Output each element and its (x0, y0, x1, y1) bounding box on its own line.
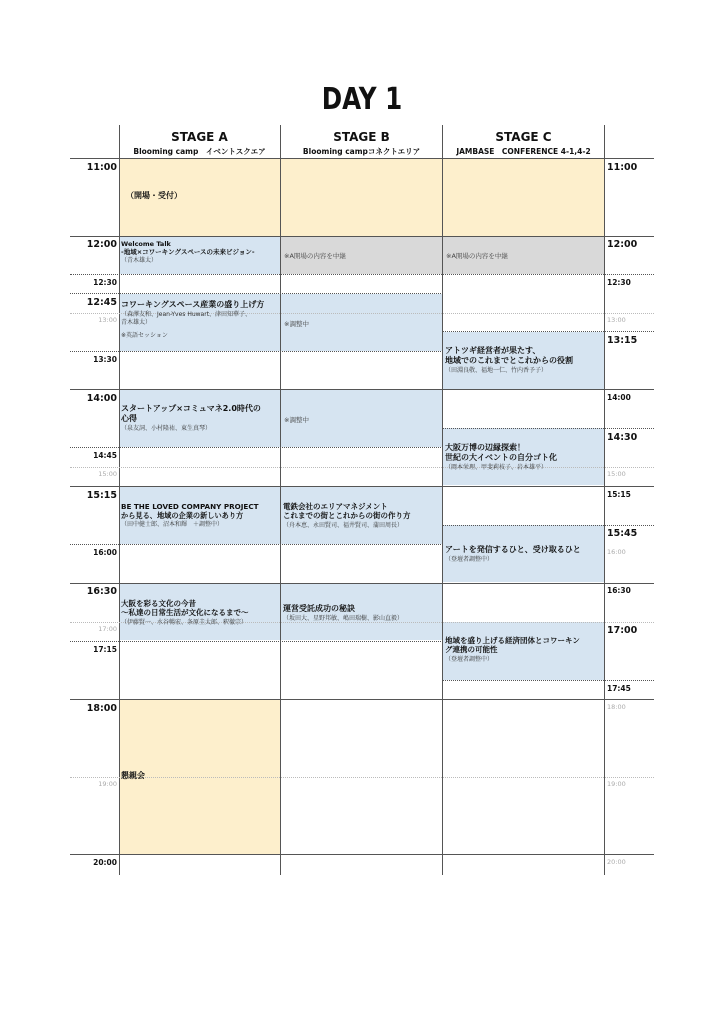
event-title: アトツギ経営者が果たす、 地域でのこれまでとこれからの役割 (445, 346, 573, 365)
event-b-adjust-1: ※調整中 (284, 320, 309, 328)
time-label: 18:00 (607, 703, 626, 711)
event-b-adjust-2: ※調整中 (284, 416, 309, 424)
stage-c-subtitle: JAMBASE CONFERENCE 4-1,4-2 (456, 147, 591, 156)
event-a-reception (126, 191, 182, 201)
time-label: 12:00 (607, 239, 638, 250)
grid-vline (119, 125, 120, 875)
time-label: 17:15 (93, 645, 117, 654)
event-speakers: （坂田大、星野邦敏、嶋田瑞樹、影山直毅） (283, 615, 404, 622)
event-title: 電鉄会社のエリアマネジメント これまでの街とこれからの街の作り方 (283, 502, 411, 521)
grid-hline (443, 680, 654, 681)
event-title: 地域を盛り上げる経済団体とコワーキン グ連携の可能性 (445, 636, 580, 655)
grid-hline (443, 428, 654, 429)
event-speakers: （伊藤賢一、水谷暢宏、条原圭太郎、釈徹宗） (121, 618, 248, 626)
event-title: コワーキングスペース産業の盛り上げ方 (121, 300, 265, 309)
event-title: アートを発信するひと、受け取るひと (445, 545, 581, 554)
grid-hline (70, 351, 443, 352)
event-title: 運営受託成功の秘訣 (283, 604, 355, 613)
grid-hline (70, 854, 654, 855)
time-label: 20:00 (93, 858, 117, 867)
grid-hline (70, 486, 654, 487)
time-label: 12:00 (86, 239, 117, 250)
event-speakers: （登壇者調整中） (445, 556, 494, 563)
event-title: 大阪を彩る文化の今昔 ～私達の日常生活が文化になるまで～ (121, 599, 249, 618)
event-a-startup (121, 404, 261, 433)
time-label: 13:30 (93, 355, 117, 364)
grid-hline (70, 777, 654, 778)
event-speakers: （岡本栄理、甲斐莉枝子、岩本雄平） (445, 464, 548, 471)
stage-b-title: STAGE B (333, 130, 390, 144)
grid-hline (70, 274, 654, 275)
grid-hline (443, 331, 654, 332)
time-label: 13:15 (607, 335, 638, 346)
stage-b-subtitle: Blooming campコネクトエリア (302, 147, 421, 156)
event-note: ※英語セッション (121, 332, 168, 339)
time-label: 15:45 (607, 528, 638, 539)
event-c-economic (445, 636, 580, 663)
event-speakers: （田中健士郎、沼本和輝 ＋調整中） (121, 521, 224, 528)
time-label: 20:00 (607, 858, 626, 866)
time-label: 16:00 (93, 548, 117, 557)
event-a-coworking (121, 300, 264, 340)
stage-c-title: STAGE C (495, 130, 552, 144)
time-label: 12:45 (86, 297, 117, 308)
event-c-art (445, 545, 581, 564)
time-label: 13:00 (607, 316, 626, 324)
event-title: BE THE LOVED COMPANY PROJECT から見る、地域の企業の新しいあり方 (121, 502, 259, 520)
event-speakers: （泉友詞、小村隆祐、東生真琴） (121, 425, 212, 432)
grid-hline (70, 583, 654, 584)
time-label: 18:00 (86, 703, 117, 714)
time-label: 11:00 (86, 162, 117, 173)
event-a-loved (121, 502, 259, 529)
event-a-party (121, 771, 145, 781)
stage-a-subtitle: Blooming camp イベントスクエア (133, 147, 266, 156)
event-a-welcome (121, 240, 255, 265)
time-label: 16:00 (607, 548, 626, 556)
grid-hline (70, 467, 654, 468)
time-label: 15:15 (86, 490, 117, 501)
time-label: 12:30 (607, 278, 631, 287)
event-c-expo (445, 443, 557, 472)
time-label: 14:00 (86, 393, 117, 404)
event-b-relay: ※A開場の内容を中継 (284, 252, 346, 260)
grid-vline (604, 125, 605, 875)
event-c-relay: ※A開場の内容を中継 (446, 252, 508, 260)
time-label: 19:00 (98, 780, 117, 788)
event-title: （開場・受付） (126, 191, 182, 200)
event-b-railway (283, 502, 411, 529)
time-label: 19:00 (607, 780, 626, 788)
time-label: 14:30 (607, 432, 638, 443)
grid-hline (70, 641, 443, 642)
cell-c-1100 (443, 159, 604, 236)
time-label: 13:00 (98, 316, 117, 324)
grid-vline (280, 125, 281, 875)
time-label: 16:30 (607, 586, 631, 595)
time-label: 17:45 (607, 684, 631, 693)
stage-a-title: STAGE A (171, 130, 228, 144)
event-a-osaka (121, 599, 249, 626)
grid-vline (442, 125, 443, 875)
event-title: 大阪万博の辺縁探索！ 世紀の大イベントの自分ゴト化 (445, 443, 557, 462)
time-label: 14:00 (607, 393, 631, 402)
event-speakers: （森澤友和、Jean-Yves Huwart、津田知華子、 青木雄太） (121, 311, 252, 326)
grid-hline (70, 389, 654, 390)
grid-hline (70, 236, 654, 237)
event-speakers: （田淵良敬、福地一仁、竹内香予子） (445, 367, 548, 374)
grid-hline (70, 544, 443, 545)
grid-hline (70, 158, 654, 159)
time-label: 17:00 (607, 625, 638, 636)
time-label: 16:30 (86, 586, 117, 597)
grid-hline (443, 525, 654, 526)
grid-hline (70, 293, 443, 294)
event-title: 懇親会 (121, 771, 145, 780)
event-c-successor (445, 346, 573, 375)
page-title: DAY 1 (321, 82, 403, 117)
event-title: Welcome Talk -地域×コワーキングスペースの未来ビジョン- (121, 240, 255, 257)
time-label: 17:00 (98, 625, 117, 633)
grid-hline (70, 699, 654, 700)
event-title: スタートアップ×コミュマネ2.0時代の 心得 (121, 404, 261, 423)
event-speakers: （青木雄太） (121, 257, 158, 265)
time-label: 12:30 (93, 278, 117, 287)
time-label: 14:45 (93, 451, 117, 460)
time-label: 15:15 (607, 490, 631, 499)
event-b-operation (283, 604, 403, 623)
cell-b-1100 (281, 159, 442, 236)
event-speakers: （登壇者調整中） (445, 655, 494, 663)
time-label: 15:00 (607, 470, 626, 478)
grid-hline (70, 447, 443, 448)
time-label: 15:00 (98, 470, 117, 478)
event-speakers: （舟本恵、永田賢司、福井賢司、蒲田周長） (283, 521, 404, 529)
time-label: 11:00 (607, 162, 638, 173)
